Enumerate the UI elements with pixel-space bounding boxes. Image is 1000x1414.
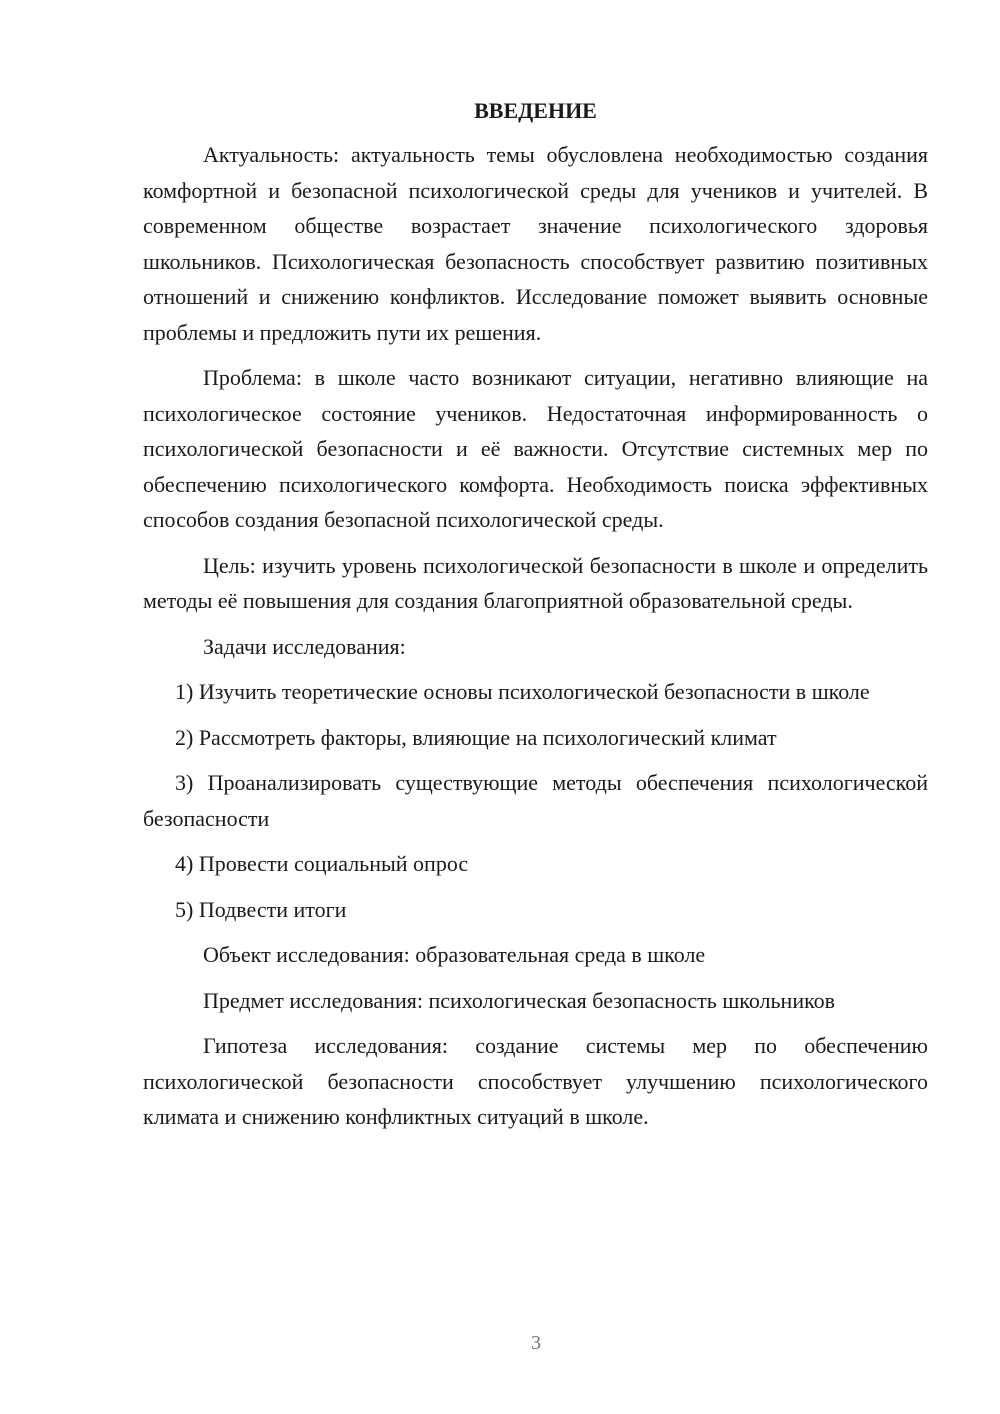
subject-paragraph: Предмет исследования: психологическая безопасность школьников: [203, 987, 836, 1013]
task-item: 1) Изучить теоретические основы психологической безопасности в школе: [175, 679, 870, 704]
object-paragraph: Объект исследования: образовательная среда в школе: [203, 942, 706, 967]
page-title: ВВЕДЕНИЕ: [474, 98, 597, 123]
document-page: [143, 96, 928, 1135]
hypothesis-paragraph: Гипотеза исследования: создание системы мер по обеспечению психологической безопасности способствует улучшению психологического климата и снижению конфликтных ситуаций в школе.: [143, 1033, 928, 1129]
relevance-paragraph: Актуальность: актуальность темы обусловлена необходимостью создания комфортной и безопасной психологической среды для учеников и учителей. В современном обществе возрастает значение психологического здоровья школьников. Психологическая безопасность способствует развитию позитивных отношений и снижению конфликтов. Исследование поможет выявить основные проблемы и предложить пути их решения.: [143, 142, 928, 345]
goal-paragraph: Цель: изучить уровень психологической безопасности в школе и определить методы её повышения для создания благоприятной образовательной среды.: [143, 552, 928, 613]
page-number: 3: [531, 1332, 541, 1354]
task-item: 3) Проанализировать существующие методы обеспечения психологической безопасности: [143, 770, 928, 831]
tasks-heading: Задачи исследования:: [203, 633, 406, 659]
task-item: 5) Подвести итоги: [175, 896, 347, 922]
task-item: 4) Провести социальный опрос: [175, 851, 469, 876]
task-item: 2) Рассмотреть факторы, влияющие на психологический климат: [175, 724, 777, 750]
problem-paragraph: Проблема: в школе часто возникают ситуации, негативно влияющие на психологическое состояние учеников. Недостаточная информированность о психологической безопасности и её важности. Отсутствие системных мер по обеспечению психологического комфорта. Необходимость поиска эффективных способов создания безопасной психологической среды.: [143, 365, 928, 532]
